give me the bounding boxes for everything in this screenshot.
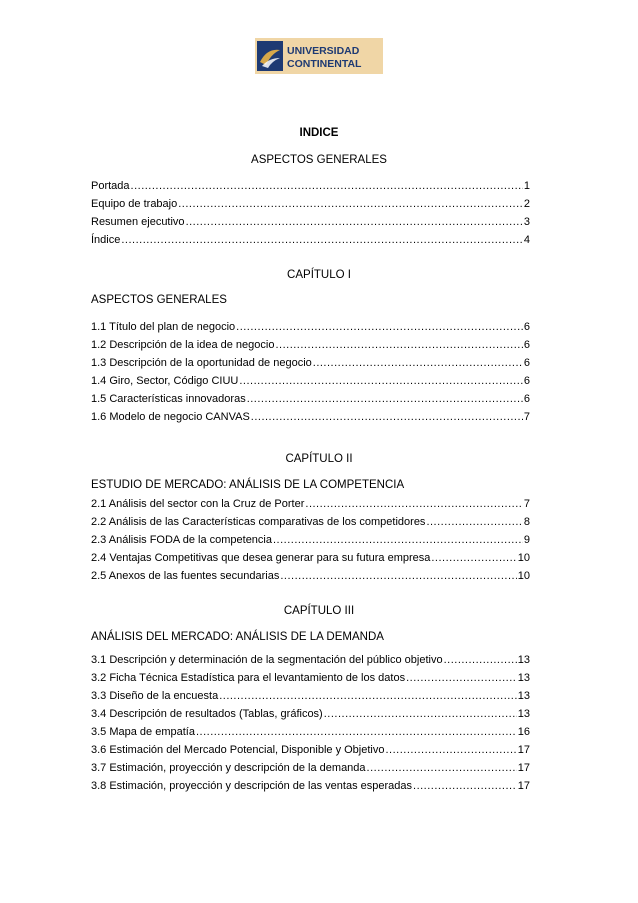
chapter-2-heading: ESTUDIO DE MERCADO: ANÁLISIS DE LA COMPETENCIA — [91, 479, 405, 491]
chapter-3-heading: ANÁLISIS DEL MERCADO: ANÁLISIS DE LA DEMANDA — [91, 631, 384, 643]
toc-entry-title: 2.4 Ventajas Competitivas que desea generar para su futura empresa — [91, 552, 431, 564]
toc-entry-page: 6 — [523, 393, 530, 405]
toc-entry-page: 2 — [523, 198, 530, 210]
toc-entry-title: 1.5 Características innovadoras — [91, 393, 246, 405]
chapter-2-label: CAPÍTULO II — [285, 453, 353, 465]
toc-entry — [91, 739, 530, 757]
toc-entry-page: 1 — [523, 180, 530, 192]
toc-entry-title: 1.4 Giro, Sector, Código CIUU — [91, 375, 239, 387]
toc-dot-leader — [251, 411, 523, 424]
toc-entry — [91, 703, 530, 721]
toc-entry — [91, 511, 530, 529]
toc-dot-leader — [131, 180, 523, 193]
toc-dot-leader — [444, 654, 517, 667]
toc-dot-leader — [178, 198, 523, 211]
toc-dot-leader — [426, 516, 522, 529]
toc-entry-title: 3.4 Descripción de resultados (Tablas, gráficos) — [91, 708, 323, 720]
toc-dot-leader — [413, 780, 517, 793]
toc-dot-leader — [273, 534, 523, 547]
toc-entry — [91, 667, 530, 685]
toc-dot-leader — [431, 552, 516, 565]
toc-dot-leader — [121, 234, 523, 247]
general-heading: ASPECTOS GENERALES — [251, 154, 387, 166]
toc-entry-page: 6 — [523, 375, 530, 387]
toc-entry — [91, 211, 530, 229]
toc-chapter-2-list — [91, 493, 530, 583]
toc-entry — [91, 193, 530, 211]
toc-entry — [91, 565, 530, 583]
chapter-1-label: CAPÍTULO I — [287, 269, 351, 281]
toc-entry-page: 4 — [523, 234, 530, 246]
toc-entry-page: 13 — [517, 654, 530, 666]
toc-entry-page: 17 — [517, 780, 530, 792]
toc-entry-page: 17 — [517, 762, 530, 774]
universidad-continental-logo — [255, 38, 383, 74]
toc-entry-page: 10 — [517, 552, 530, 564]
toc-entry — [91, 229, 530, 247]
toc-entry — [91, 334, 530, 352]
toc-entry-page: 13 — [517, 672, 530, 684]
toc-entry-title: 1.2 Descripción de la idea de negocio — [91, 339, 275, 351]
toc-entry — [91, 352, 530, 370]
toc-dot-leader — [367, 762, 517, 775]
toc-entry — [91, 757, 530, 775]
toc-entry-title: 3.1 Descripción y determinación de la segmentación del público objetivo — [91, 654, 443, 666]
toc-entry-page: 13 — [517, 708, 530, 720]
toc-entry-page: 16 — [517, 726, 530, 738]
toc-dot-leader — [324, 708, 517, 721]
toc-entry-page: 17 — [517, 744, 530, 756]
toc-general-list — [91, 175, 530, 247]
toc-entry — [91, 529, 530, 547]
chapter-1-heading: ASPECTOS GENERALES — [91, 294, 227, 306]
toc-entry-title: Portada — [91, 180, 130, 192]
toc-entry-title: 1.1 Título del plan de negocio — [91, 321, 236, 333]
toc-entry-title: 3.6 Estimación del Mercado Potencial, Disponible y Objetivo — [91, 744, 385, 756]
toc-entry — [91, 721, 530, 739]
toc-entry-title: 2.1 Análisis del sector con la Cruz de Porter — [91, 498, 305, 510]
toc-entry-title: Resumen ejecutivo — [91, 216, 185, 228]
toc-entry — [91, 685, 530, 703]
toc-entry-page: 10 — [517, 570, 530, 582]
toc-entry — [91, 175, 530, 193]
toc-entry — [91, 316, 530, 334]
toc-dot-leader — [305, 498, 522, 511]
toc-dot-leader — [406, 672, 517, 685]
toc-entry-title: 2.5 Anexos de las fuentes secundarias — [91, 570, 280, 582]
toc-entry-page: 13 — [517, 690, 530, 702]
toc-dot-leader — [186, 216, 523, 229]
toc-entry-title: Equipo de trabajo — [91, 198, 178, 210]
toc-entry — [91, 370, 530, 388]
page-title: INDICE — [299, 127, 339, 139]
toc-entry-page: 3 — [523, 216, 530, 228]
toc-entry-title: Índice — [91, 234, 121, 246]
svg-text:UNIVERSIDAD: UNIVERSIDAD — [287, 45, 360, 57]
toc-chapter-1-list — [91, 316, 530, 424]
toc-entry-page: 9 — [523, 534, 530, 546]
toc-chapter-3-list — [91, 649, 530, 793]
toc-entry — [91, 388, 530, 406]
toc-entry-page: 7 — [523, 498, 530, 510]
toc-entry-page: 6 — [523, 357, 530, 369]
toc-entry — [91, 493, 530, 511]
toc-entry — [91, 406, 530, 424]
svg-text:CONTINENTAL: CONTINENTAL — [287, 58, 362, 70]
toc-entry-page: 6 — [523, 339, 530, 351]
toc-entry-title: 3.8 Estimación, proyección y descripción de las ventas esperadas — [91, 780, 413, 792]
toc-dot-leader — [219, 690, 517, 703]
toc-entry-title: 3.3 Diseño de la encuesta — [91, 690, 219, 702]
chapter-3-label: CAPÍTULO III — [283, 605, 355, 617]
toc-dot-leader — [275, 339, 522, 352]
toc-entry-title: 2.2 Análisis de las Características comparativas de los competidores — [91, 516, 426, 528]
toc-entry — [91, 547, 530, 565]
toc-dot-leader — [280, 570, 516, 583]
toc-dot-leader — [196, 726, 517, 739]
toc-entry-title: 1.6 Modelo de negocio CANVAS — [91, 411, 250, 423]
toc-dot-leader — [239, 375, 523, 388]
toc-entry-page: 8 — [523, 516, 530, 528]
toc-dot-leader — [236, 321, 523, 334]
toc-entry-title: 1.3 Descripción de la oportunidad de negocio — [91, 357, 312, 369]
toc-dot-leader — [385, 744, 516, 757]
toc-entry-page: 7 — [523, 411, 530, 423]
toc-entry — [91, 775, 530, 793]
toc-entry-title: 3.2 Ficha Técnica Estadística para el levantamiento de los datos — [91, 672, 406, 684]
toc-entry-page: 6 — [523, 321, 530, 333]
toc-entry-title: 2.3 Análisis FODA de la competencia — [91, 534, 272, 546]
toc-dot-leader — [313, 357, 523, 370]
toc-dot-leader — [247, 393, 523, 406]
toc-entry — [91, 649, 530, 667]
toc-entry-title: 3.7 Estimación, proyección y descripción de la demanda — [91, 762, 366, 774]
toc-entry-title: 3.5 Mapa de empatía — [91, 726, 195, 738]
